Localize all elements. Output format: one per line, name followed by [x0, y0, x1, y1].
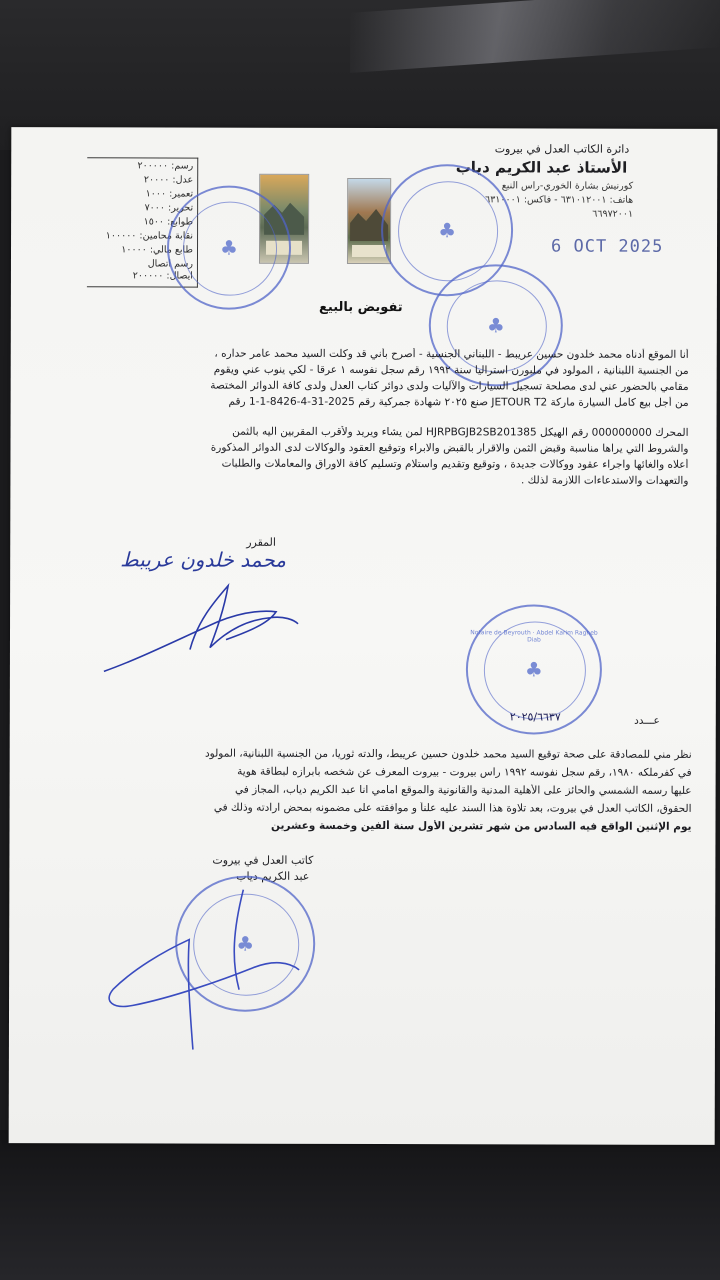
- cedar-icon: ♣: [220, 235, 239, 260]
- body-line: المحرك 000000000 رقم الهيكل HJRPBGJB2SB201385 لمن يشاء ويريد ولأقرب المقربين اليه بالثمن: [232, 425, 689, 439]
- mobile-line: ٦٦٩٧٢٠٠١: [592, 208, 634, 220]
- fee-line: رسم: ٢٠٠٠٠٠: [137, 160, 194, 172]
- signatory-label: المقرر: [246, 535, 276, 549]
- footer-sign-line1: كاتب العدل في بيروت: [212, 853, 314, 867]
- fee-line: طوابع: ١٥٠٠: [143, 216, 194, 228]
- body-line: والتعهدات والاستدعاءات اللازمة لذلك .: [521, 474, 689, 487]
- seal-text: Notaire de Beyrouth · Abdel Karim Ragheb Diab: [470, 628, 598, 644]
- document-number: ٢٠٢٥/٦٦٣٧: [509, 710, 561, 724]
- document-page: [9, 127, 718, 1145]
- body-line: من أجل بيع كامل السيارة ماركة JETOUR T2 صنع ٢٠٢٥ شهادة جمركية رقم 2025-31-4-8426-1-1 رقم: [228, 395, 689, 409]
- address-line: كورنيش بشارة الخوري-راس النبع: [501, 180, 634, 192]
- certification-line: عليها رسمه الشمسي والحائز على الأهلية المدنية والقانونية والموقع امامي انا عبد الكريم دياب، المجاز في: [234, 783, 692, 797]
- certification-line: نظر مني للمصادقة على صحة توقيع السيد محمد خلدون حسين عريبط، والدته ثوريا، من الجنسية اللبنانية، المولود: [204, 747, 692, 761]
- fee-line: تحرير: ٧٠٠٠: [144, 202, 194, 214]
- body-line: أعلاه والغائها واجراء عقود ووكالات جديدة ، وتوقيع وتقديم واستلام وتسليم كافة الاوراق والمعاملات والطلبات: [221, 457, 689, 471]
- date-stamp: 6 OCT 2025: [550, 236, 664, 257]
- signature: [93, 869, 333, 1060]
- signature: [98, 579, 308, 680]
- fee-line: طابع مالي: ١٠٠٠٠: [121, 244, 194, 256]
- cedar-icon: ♣: [236, 931, 255, 956]
- notary-name: الأستاذ عبد الكريم دياب: [455, 158, 628, 177]
- notary-seal: [167, 185, 291, 309]
- cedar-icon: ♣: [486, 313, 505, 338]
- certification-line: في كفرملكه ١٩٨٠، رقم سجل نفوسه ١٩٩٢ راس بيروت - بيروت المعرف عن شخصه بابرازه لبطاقة هوية: [237, 765, 692, 779]
- body-line: من الجنسية اللبنانية ، المولود في ملبورن استراليا سنة ١٩٩٢ رقم سجل نفوسه ١ عرقا - لكي ينوب عني ويقوم: [213, 363, 689, 377]
- certification-line: الحقوق، الكاتب العدل في بيروت، بعد تلاوة هذا السند عليه علناً و موافقته على مضمونه بمحض ارادته وذلك في: [213, 801, 692, 815]
- fee-line: رسم اتصال: [147, 258, 193, 270]
- number-label: عـــدد: [634, 714, 660, 727]
- footer-sign-line2: عبد الكريم دياب: [236, 869, 310, 883]
- body-line: أنا الموقع أدناه محمد خلدون حسين عريبط - اللبناني الجنسية - أصرح بأني قد وكلت السيد محمد عامر حداره ،: [214, 347, 689, 361]
- fee-line: تعمير: ١٠٠٠: [145, 188, 194, 200]
- body-line: والشروط التي يراها مناسبة وقبض الثمن والاقرار بالقبض والابراء وتوقيع العقود والوكالات لدى الدوائر المذكورة: [210, 441, 689, 455]
- certification-line: يوم الإثنين الواقع فيه السادس من شهر تشرين الأول سنة ألفين وخمسة وعشرين: [271, 819, 692, 833]
- body-line: مقامي بالحضور عني لدى مصلحة تسجيل السيارات والآليات ولدى دوائر كتاب العدل ولدى كافة الدوائر المختصة: [210, 379, 689, 393]
- fee-line: نقابة محامين: ١٠٠٠٠٠: [105, 230, 194, 242]
- office-line: دائرة الكاتب العدل في بيروت: [494, 142, 630, 156]
- handwritten-name: محمد خلدون عريبط: [120, 547, 287, 572]
- document-title: تفويض بالبيع: [318, 299, 403, 316]
- phone-line: هاتف: ٦٣١٠١٢٠٠١ - فاكس: ٦٣١٠٠٠١: [485, 194, 634, 206]
- fee-line: عدل: ٢٠٠٠٠: [143, 174, 194, 186]
- cedar-icon: ♣: [438, 218, 457, 243]
- cedar-icon: ♣: [524, 657, 543, 682]
- fee-line: ايصال: ٢٠٠٠٠٠: [132, 270, 193, 282]
- background-bottom: [0, 1130, 720, 1280]
